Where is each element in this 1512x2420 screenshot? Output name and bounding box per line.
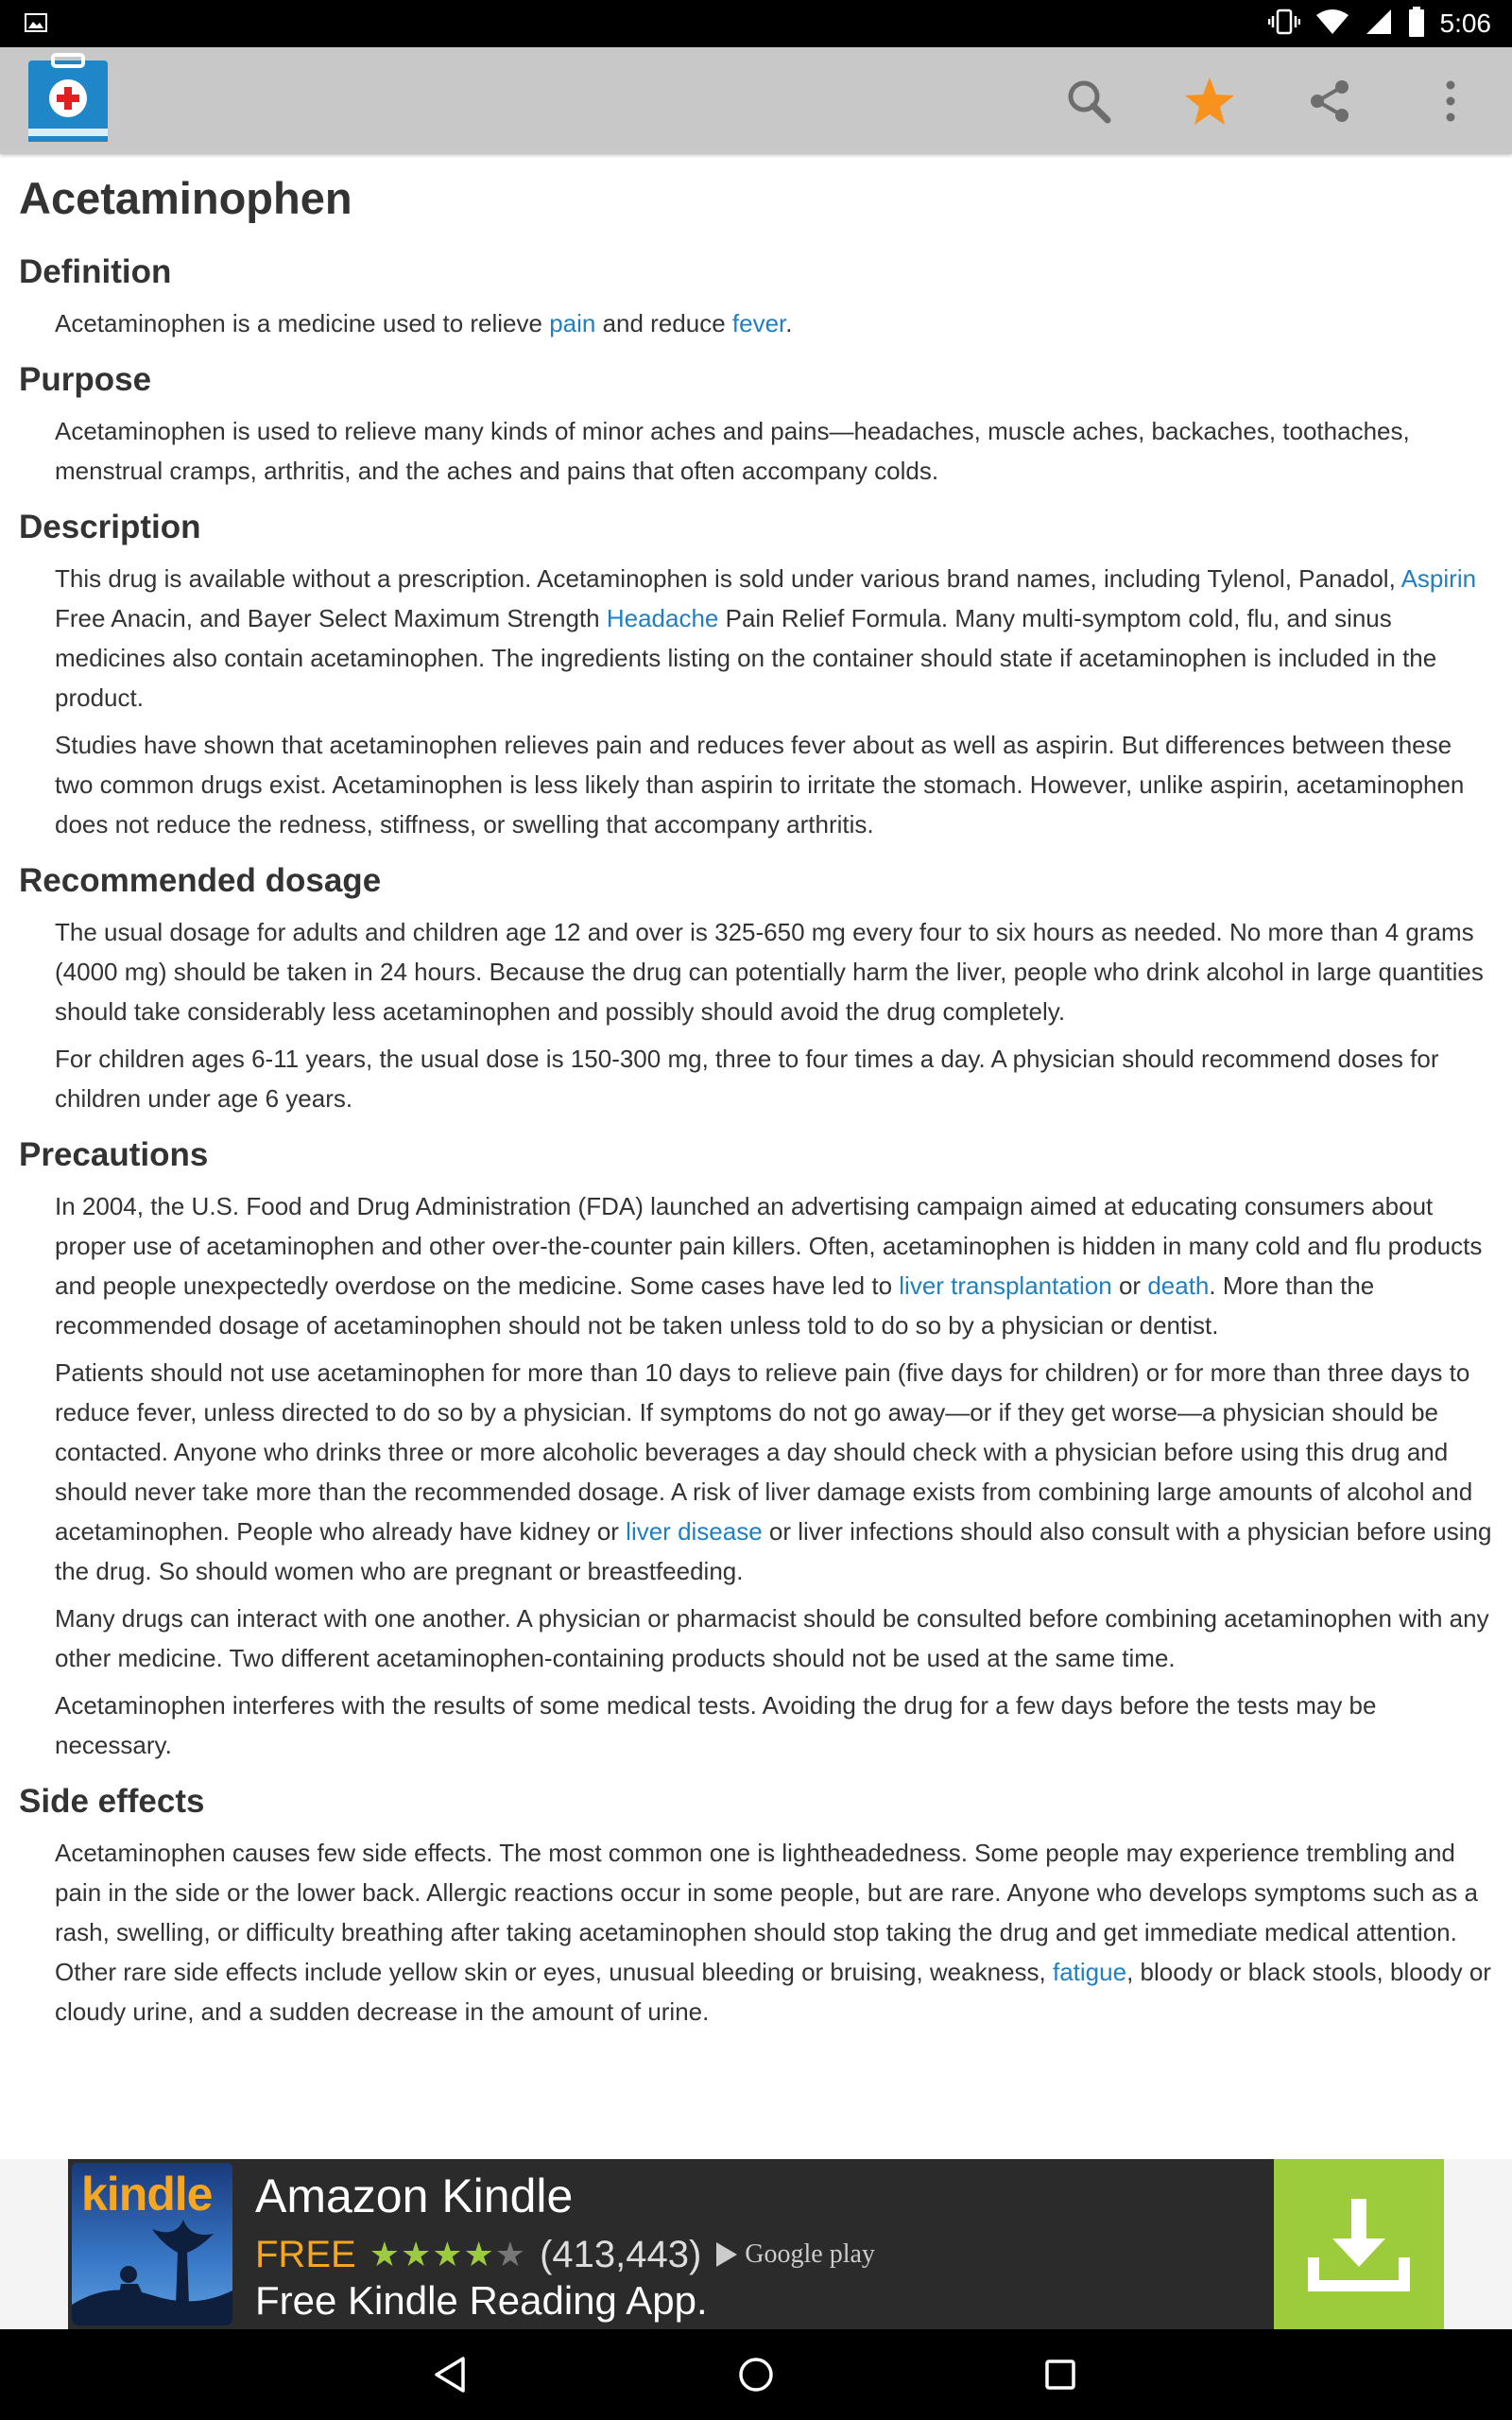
- ad-price: FREE: [255, 2233, 356, 2275]
- side-effects-paragraph-1: Acetaminophen causes few side effects. The most common one is lightheadedness. Some people may experience trembling and pain in the side or the lower back. Allergic reactions occur in some people, but are rare. Anyone who develops symptoms such as a rash, swelling, or difficulty breathing after taking acetaminophen should stop taking the drug and get immediate medical attention. Other rare side effects include yellow skin or eyes, unusual bleeding or bruising, weakness, fatigue, bloody or black stools, bloody or cloudy urine, and a sudden decrease in the amount of urine.: [55, 1839, 1491, 2027]
- section-heading-side-effects: Side effects: [19, 1783, 205, 1821]
- kindle-logo: [72, 2163, 232, 2325]
- link-death[interactable]: death: [1147, 1271, 1210, 1301]
- google-play-badge: [714, 2239, 875, 2270]
- purpose-paragraph: Acetaminophen is used to relieve many kinds of minor aches and pains—headaches, muscle aches, backaches, toothaches, menstrual cramps, arthritis, and the aches and pains that often accompany colds.: [55, 417, 1410, 486]
- vibrate-icon: [1268, 8, 1300, 41]
- section-heading-purpose: Purpose: [19, 361, 152, 399]
- description-paragraph-1: This drug is available without a prescription. Acetaminophen is sold under various brand names, including Tylenol, Panadol, Aspirin Free Anacin, and Bayer Select Maximum Strength Headache Pain Relief Formula. Many multi-symptom cold, flu, and sinus medicines also contain acetaminophen. The ingredients listing on the container should state if acetaminophen is included in the product.: [55, 564, 1477, 713]
- section-description: [19, 508, 1493, 844]
- link-fever[interactable]: fever: [731, 309, 786, 338]
- battery-icon: [1408, 7, 1425, 42]
- link-liver-transplantation[interactable]: liver transplantation: [899, 1271, 1112, 1301]
- section-heading-dosage: Recommended dosage: [19, 862, 382, 900]
- home-circle-icon[interactable]: [728, 2346, 784, 2403]
- share-icon[interactable]: [1297, 68, 1363, 134]
- status-bar: [0, 0, 1512, 47]
- link-headache[interactable]: Headache: [606, 604, 719, 633]
- google-play-label: Google play: [745, 2239, 875, 2269]
- wifi-icon: [1315, 8, 1349, 41]
- cell-signal-icon: [1365, 8, 1393, 41]
- precautions-paragraph-2: Patients should not use acetaminophen for more than 10 days to relieve pain (five days for children) or for more than three days to reduce fever, unless directed to do so by a physician. If symptoms do not go away—or if they get worse—a physician should be contacted. Anyone who drinks three or more alcoholic beverages a day should check with a physician before using this drug and should never take more than the recommended dosage. A risk of liver damage exists from combining large amounts of alcohol and acetaminophen. People who already have kidney or liver disease or liver infections should also consult with a physician before using the drug. So should women who are pregnant or breastfeeding.: [55, 1358, 1492, 1586]
- ad-rating-row: [255, 2231, 875, 2278]
- definition-paragraph: Acetaminophen is a medicine used to relieve pain and reduce fever.: [55, 309, 793, 338]
- section-heading-description: Description: [19, 509, 201, 546]
- overflow-menu-icon[interactable]: [1418, 68, 1484, 134]
- page-title: Acetaminophen: [19, 173, 352, 223]
- description-paragraph-2: Studies have shown that acetaminophen relieves pain and reduces fever about as well as aspirin. But differences between these two common drugs exist. Acetaminophen is less likely than aspirin to irritate the stomach. However, unlike aspirin, acetaminophen does not reduce the redness, stiffness, or swelling that accompany arthritis.: [55, 731, 1465, 839]
- download-button[interactable]: [1274, 2159, 1444, 2329]
- link-pain[interactable]: pain: [549, 309, 596, 338]
- dosage-paragraph-1: The usual dosage for adults and children age 12 and over is 325-650 mg every four to six hours as needed. No more than 4 grams (4000 mg) should be taken in 24 hours. Because the drug can potentially harm the liver, people who drink alcohol in large quantities should take considerably less acetaminophen and possibly should avoid the drug completely.: [55, 918, 1484, 1027]
- app-medical-book-icon[interactable]: [25, 53, 112, 146]
- link-aspirin[interactable]: Aspirin: [1400, 564, 1477, 594]
- status-time: 5:06: [1439, 9, 1491, 38]
- precautions-paragraph-3: Many drugs can interact with one another. A physician or pharmacist should be consulted before combining acetaminophen with any other medicine. Two different acetaminophen-containing products should not be used at the same time.: [55, 1604, 1489, 1673]
- navigation-bar: [0, 2329, 1512, 2420]
- recents-square-icon[interactable]: [1032, 2346, 1089, 2403]
- ad-rating-count: (413,443): [540, 2233, 702, 2275]
- section-precautions: [19, 1135, 1493, 1765]
- ad-title: Amazon Kindle: [255, 2169, 574, 2222]
- kindle-logo-text: kindle: [81, 2168, 213, 2221]
- google-play-icon: [714, 2241, 739, 2268]
- back-triangle-icon[interactable]: [421, 2346, 478, 2403]
- search-icon[interactable]: [1056, 68, 1122, 134]
- section-side-effects: [19, 1782, 1493, 2031]
- section-dosage: [19, 861, 1493, 1118]
- ad-banner[interactable]: [68, 2159, 1444, 2329]
- section-heading-precautions: Precautions: [19, 1136, 209, 1174]
- download-icon: [1306, 2191, 1412, 2297]
- precautions-paragraph-4: Acetaminophen interferes with the results of some medical tests. Avoiding the drug for a few days before the tests may be necessary.: [55, 1691, 1377, 1760]
- action-bar: [0, 47, 1512, 154]
- status-icons: [1268, 0, 1492, 47]
- section-definition: [19, 252, 1493, 343]
- ad-container: [0, 2159, 1512, 2329]
- section-purpose: [19, 360, 1493, 491]
- image-notification-icon: [25, 11, 47, 34]
- link-fatigue[interactable]: fatigue: [1052, 1958, 1127, 1987]
- ad-subtitle: Free Kindle Reading App.: [255, 2278, 708, 2323]
- section-heading-definition: Definition: [19, 253, 172, 291]
- article-content[interactable]: [0, 154, 1512, 2159]
- star-icon[interactable]: [1177, 68, 1243, 134]
- dosage-paragraph-2: For children ages 6-11 years, the usual dose is 150-300 mg, three to four times a day. A physician should recommend doses for children under age 6 years.: [55, 1045, 1439, 1114]
- link-liver-disease[interactable]: liver disease: [626, 1517, 763, 1547]
- rating-stars-icon: ★★★★★: [369, 2235, 527, 2274]
- precautions-paragraph-1: In 2004, the U.S. Food and Drug Administration (FDA) launched an advertising campaign aimed at educating consumers about proper use of acetaminophen and other over-the-counter pain killers. Often, acetaminophen is hidden in many cold and flu products and people unexpectedly overdose on the medicine. Some cases have led to liver transplantation or death. More than the recommended dosage of acetaminophen should not be taken unless told to do so by a physician or dentist.: [55, 1192, 1483, 1340]
